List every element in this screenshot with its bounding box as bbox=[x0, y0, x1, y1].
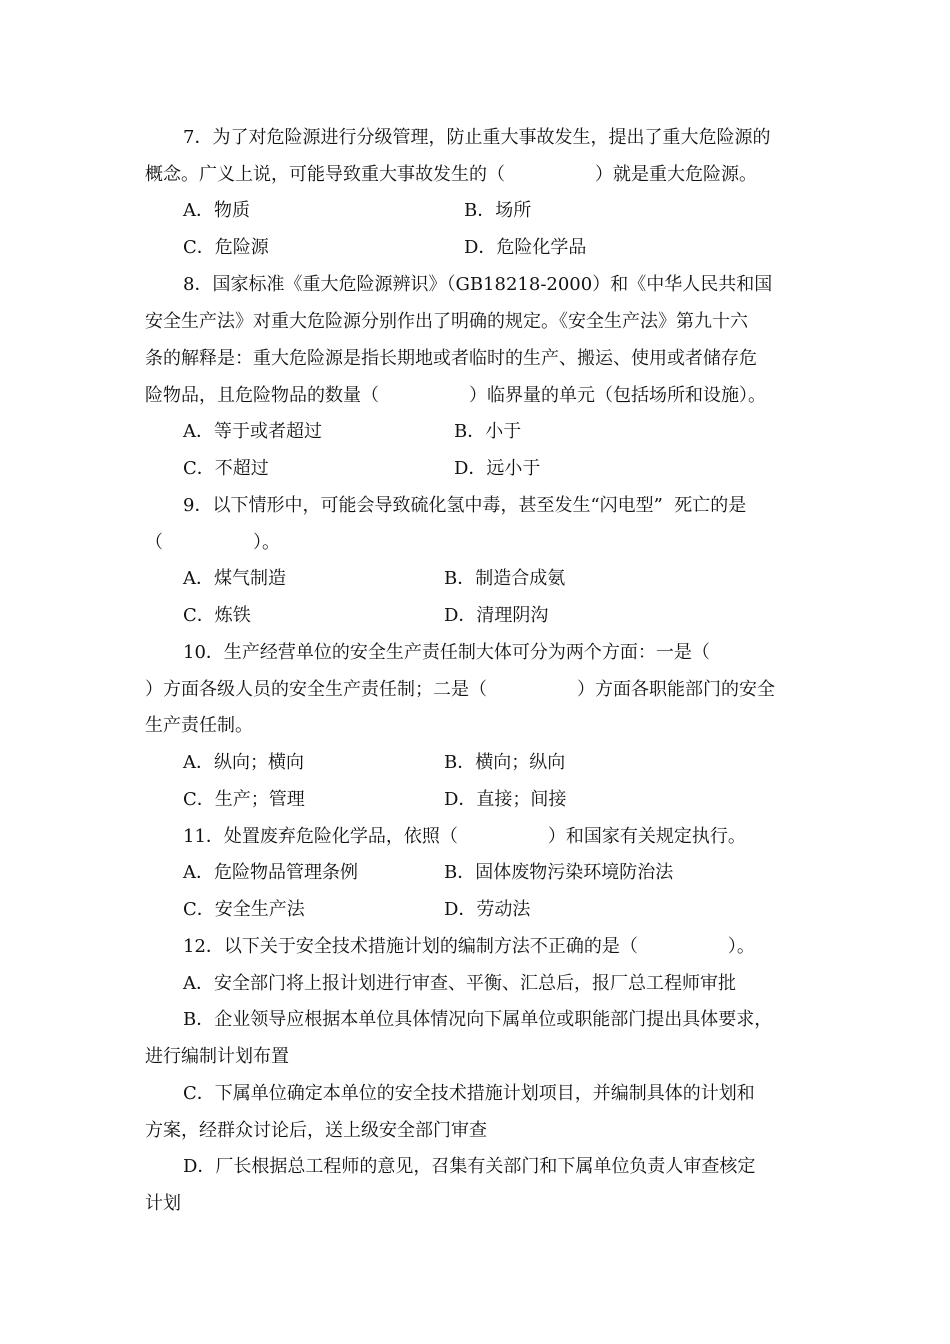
question-10-line-1: 10．生产经营单位的安全生产责任制大体可分为两个方面：一是（ bbox=[183, 642, 710, 663]
question-7-line-2: 概念。广义上说，可能导致重大事故发生的（ ）就是重大危险源。 bbox=[145, 164, 757, 185]
question-7-option-d: D．危险化学品 bbox=[464, 237, 587, 258]
question-10-option-b: B．横向；纵向 bbox=[444, 752, 566, 773]
question-12-option-d-line-2: 计划 bbox=[145, 1193, 181, 1214]
question-11-line-1: 11．处置废弃危险化学品，依照（ ）和国家有关规定执行。 bbox=[183, 826, 746, 847]
question-12-option-c-line-2: 方案，经群众讨论后，送上级安全部门审查 bbox=[145, 1120, 487, 1141]
question-8-line-3: 条的解释是：重大危险源是指长期地或者临时的生产、搬运、使用或者储存危 bbox=[145, 348, 757, 369]
question-10-option-d: D．直接；间接 bbox=[444, 789, 567, 810]
question-8-option-a: A．等于或者超过 bbox=[183, 421, 322, 442]
question-7-option-a: A．物质 bbox=[183, 200, 250, 221]
question-12-option-d-line-1: D．厂长根据总工程师的意见，召集有关部门和下属单位负责人审查核定 bbox=[183, 1156, 756, 1177]
question-9-line-2: （ ）。 bbox=[145, 532, 280, 553]
question-8-line-4: 险物品，且危险物品的数量（ ）临界量的单元（包括场所和设施）。 bbox=[145, 385, 766, 406]
question-8-option-d: D．远小于 bbox=[454, 458, 541, 479]
question-12-option-b-line-1: B．企业领导应根据本单位具体情况向下属单位或职能部门提出具体要求， bbox=[183, 1009, 773, 1030]
question-9-option-d: D．清理阴沟 bbox=[444, 605, 549, 626]
question-10-line-2: ）方面各级人员的安全生产责任制；二是（ ）方面各职能部门的安全 bbox=[145, 679, 775, 700]
question-9-line-1: 9．以下情形中，可能会导致硫化氢中毒，甚至发生“闪电型” 死亡的是 bbox=[183, 495, 747, 516]
question-12-line-1: 12．以下关于安全技术措施计划的编制方法不正确的是（ ）。 bbox=[183, 936, 755, 957]
question-7-option-c: C．危险源 bbox=[183, 237, 269, 258]
question-9-option-c: C．炼铁 bbox=[183, 605, 251, 626]
question-8-option-c: C．不超过 bbox=[183, 458, 269, 479]
question-10-option-c: C．生产；管理 bbox=[183, 789, 305, 810]
question-12-option-b-line-2: 进行编制计划布置 bbox=[145, 1046, 289, 1067]
question-11-option-c: C．安全生产法 bbox=[183, 899, 305, 920]
question-12-option-a: A．安全部门将上报计划进行审查、平衡、汇总后，报厂总工程师审批 bbox=[183, 973, 736, 994]
question-11-option-d: D．劳动法 bbox=[444, 899, 531, 920]
question-8-line-1: 8．国家标准《重大危险源辨识》（GB18218-2000）和《中华人民共和国 bbox=[183, 274, 773, 295]
question-9-option-a: A．煤气制造 bbox=[183, 568, 286, 589]
question-7-line-1: 7．为了对危险源进行分级管理，防止重大事故发生，提出了重大危险源的 bbox=[183, 127, 771, 148]
question-10-line-3: 生产责任制。 bbox=[145, 715, 253, 736]
question-11-option-b: B．固体废物污染环境防治法 bbox=[444, 862, 674, 883]
question-10-option-a: A．纵向；横向 bbox=[183, 752, 304, 773]
question-7-option-b: B．场所 bbox=[464, 200, 532, 221]
question-8-line-2: 安全生产法》对重大危险源分别作出了明确的规定。《安全生产法》第九十六 bbox=[145, 311, 748, 332]
question-8-option-b: B．小于 bbox=[454, 421, 522, 442]
question-12-option-c-line-1: C．下属单位确定本单位的安全技术措施计划项目，并编制具体的计划和 bbox=[183, 1083, 755, 1104]
question-11-option-a: A．危险物品管理条例 bbox=[183, 862, 358, 883]
question-9-option-b: B．制造合成氨 bbox=[444, 568, 566, 589]
